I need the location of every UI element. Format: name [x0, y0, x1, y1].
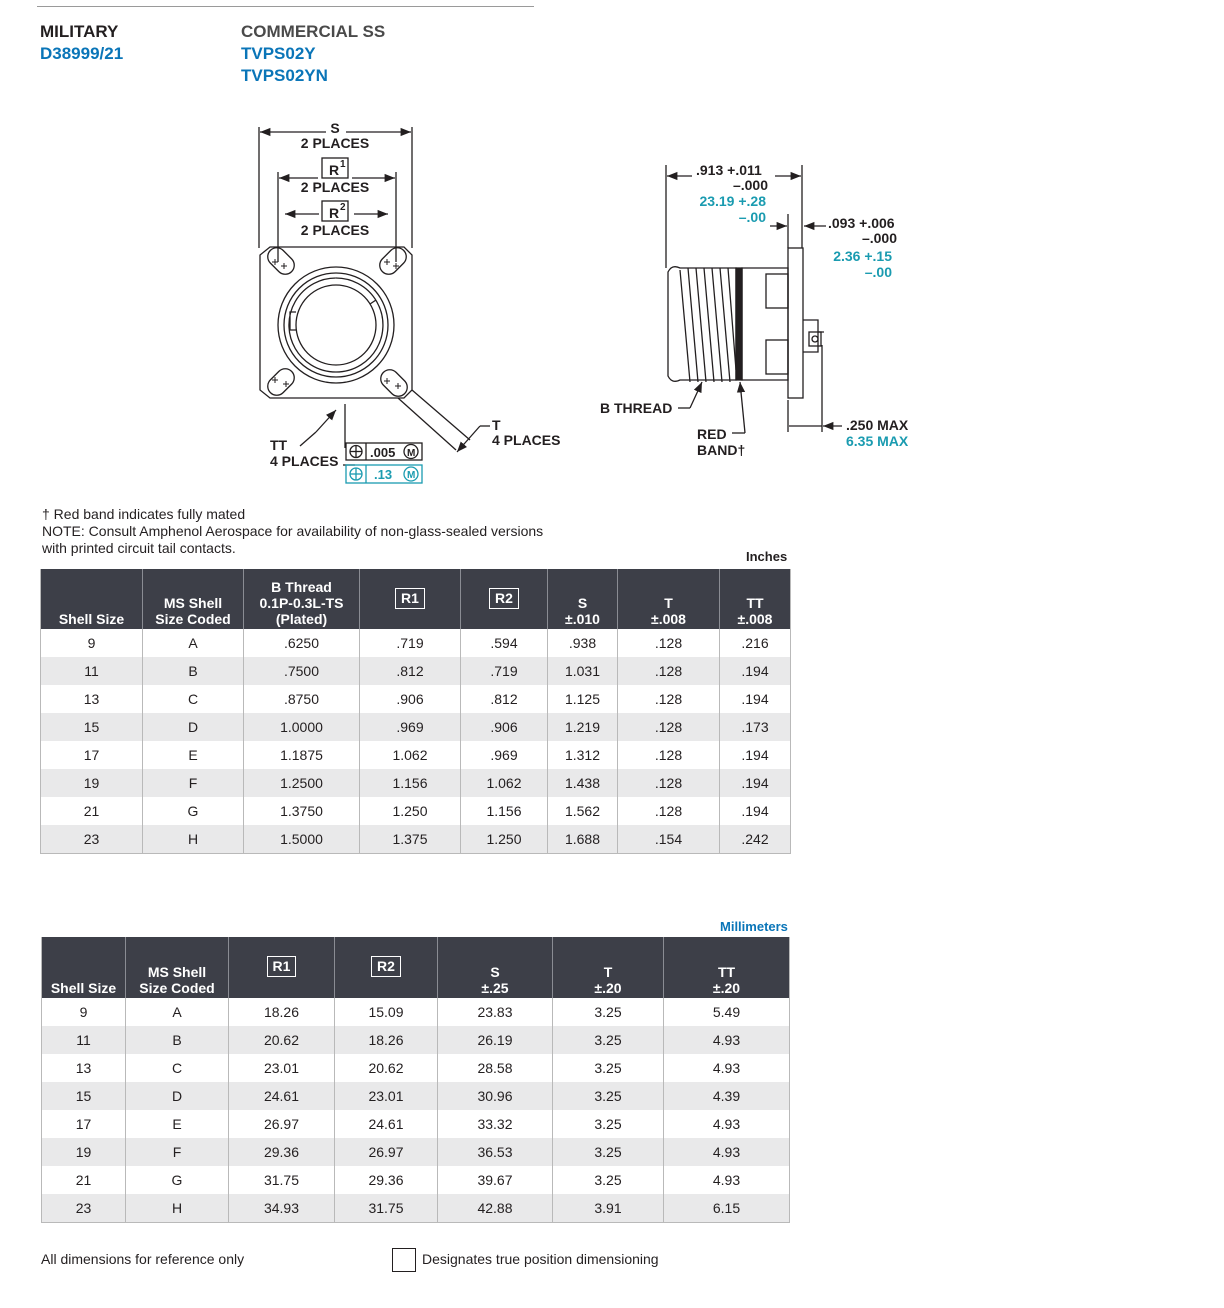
table-cell: 33.32	[438, 1110, 553, 1138]
table-cell: 34.93	[229, 1194, 335, 1223]
side-length-mm-1: 23.19 +.28	[699, 193, 766, 209]
mm-col-r1: R1	[229, 937, 335, 998]
red-band-label-2: BAND†	[697, 442, 746, 458]
tol-mm: .13	[374, 467, 393, 482]
table-cell: 26.19	[438, 1026, 553, 1054]
flange-mm-1: 2.36 +.15	[833, 248, 892, 264]
table-cell: .194	[720, 797, 791, 825]
table-cell: A	[143, 629, 244, 657]
table-cell: .154	[618, 825, 720, 854]
inches-table-body	[41, 629, 791, 854]
note-consult-1: NOTE: Consult Amphenol Aerospace for availability of non-glass-sealed versions	[42, 523, 544, 539]
inches-table	[40, 569, 791, 854]
table-cell: 24.61	[335, 1110, 438, 1138]
table-cell: 9	[42, 998, 126, 1026]
r1-sup: 1	[340, 159, 346, 170]
table-cell: 21	[41, 797, 143, 825]
side-body	[742, 268, 788, 380]
table-cell: 28.58	[438, 1054, 553, 1082]
side-flange	[788, 248, 803, 398]
col-s: S ±.010	[548, 569, 618, 629]
table-cell: .969	[360, 713, 461, 741]
side-length-mm-2: –.00	[738, 209, 766, 225]
commercial-part-number-1: TVPS02Y	[241, 44, 316, 63]
table-cell: G	[126, 1166, 229, 1194]
footer-reference: All dimensions for reference only	[41, 1251, 245, 1267]
table-cell: D	[126, 1082, 229, 1110]
max-inch: .250 MAX	[846, 417, 909, 433]
table-cell: 11	[41, 657, 143, 685]
table-cell: 1.031	[548, 657, 618, 685]
footer-true-position: Designates true position dimensioning	[422, 1251, 659, 1267]
mount-hole-tr	[376, 244, 410, 278]
true-position-box-icon	[392, 1248, 416, 1272]
table-cell: 36.53	[438, 1138, 553, 1166]
table-cell: H	[126, 1194, 229, 1223]
table-cell: 1.156	[461, 797, 548, 825]
military-label: MILITARY	[40, 22, 119, 41]
table-cell: 1.219	[548, 713, 618, 741]
table-cell: 1.688	[548, 825, 618, 854]
table-cell: 19	[42, 1138, 126, 1166]
table-cell: 6.15	[664, 1194, 790, 1223]
table-cell: 20.62	[335, 1054, 438, 1082]
table-cell: 1.2500	[244, 769, 360, 797]
table-cell: C	[126, 1054, 229, 1082]
table-cell: .128	[618, 685, 720, 713]
table-cell: 1.062	[360, 741, 461, 769]
table-cell: .128	[618, 657, 720, 685]
table-cell: A	[126, 998, 229, 1026]
table-row	[42, 1026, 790, 1054]
table-cell: 1.3750	[244, 797, 360, 825]
table-cell: 18.26	[229, 998, 335, 1026]
table-cell: 15	[41, 713, 143, 741]
table-cell: H	[143, 825, 244, 854]
table-row	[42, 1054, 790, 1082]
table-row	[41, 685, 791, 713]
r2-sup: 2	[340, 202, 346, 213]
red-band	[736, 268, 742, 380]
table-cell: 42.88	[438, 1194, 553, 1223]
table-cell: 31.75	[229, 1166, 335, 1194]
table-cell: F	[126, 1138, 229, 1166]
table-cell: E	[143, 741, 244, 769]
table-cell: .128	[618, 797, 720, 825]
table-cell: B	[143, 657, 244, 685]
mm-col-tt: TT ±.20	[664, 937, 790, 998]
table-cell: .812	[360, 657, 461, 685]
table-row	[42, 1138, 790, 1166]
table-cell: 1.156	[360, 769, 461, 797]
notes	[42, 506, 543, 557]
col-t: T ±.008	[618, 569, 720, 629]
connector-drawing	[0, 0, 1224, 500]
table-cell: .194	[720, 741, 791, 769]
table-cell: 4.93	[664, 1166, 790, 1194]
flange-mm-2: –.00	[864, 264, 892, 280]
table-cell: .906	[461, 713, 548, 741]
table-cell: 39.67	[438, 1166, 553, 1194]
table-cell: 1.5000	[244, 825, 360, 854]
table-cell: .969	[461, 741, 548, 769]
col-b-thread: B Thread 0.1P-0.3L-TS (Plated)	[244, 569, 360, 629]
tol-inch: .005	[370, 445, 396, 460]
mid-ring	[284, 273, 388, 377]
mm-table-body	[42, 998, 790, 1223]
table-cell: 1.0000	[244, 713, 360, 741]
table-cell: 24.61	[229, 1082, 335, 1110]
table-cell: .128	[618, 713, 720, 741]
table-cell: 11	[42, 1026, 126, 1054]
inches-unit-label: Inches	[746, 549, 788, 564]
table-cell: 30.96	[438, 1082, 553, 1110]
col-r1: R1	[360, 569, 461, 629]
table-cell: 4.93	[664, 1026, 790, 1054]
side-length-inch-2: –.000	[732, 177, 768, 193]
table-cell: 18.26	[335, 1026, 438, 1054]
table-cell: 31.75	[335, 1194, 438, 1223]
table-cell: 23.01	[335, 1082, 438, 1110]
table-cell: 1.438	[548, 769, 618, 797]
table-row	[42, 1194, 790, 1223]
col-ms-shell: MS Shell Size Coded	[143, 569, 244, 629]
table-cell: 4.93	[664, 1054, 790, 1082]
mm-table	[41, 937, 790, 1223]
table-cell: 1.250	[461, 825, 548, 854]
table-cell: .7500	[244, 657, 360, 685]
table-cell: .719	[461, 657, 548, 685]
table-row	[42, 998, 790, 1026]
keyed-insert	[289, 278, 383, 372]
tt-places: 4 PLACES	[270, 453, 339, 469]
note-red-band: † Red band indicates fully mated	[42, 506, 246, 522]
table-cell: 23	[42, 1194, 126, 1223]
side-length-inch-1: .913 +.011	[696, 162, 762, 178]
table-cell: 4.39	[664, 1082, 790, 1110]
table-row	[41, 741, 791, 769]
r2-places: 2 PLACES	[300, 222, 370, 238]
table-cell: .173	[720, 713, 791, 741]
table-cell: 3.25	[553, 1110, 664, 1138]
t-places: 4 PLACES	[492, 432, 561, 448]
r1-places: 2 PLACES	[300, 179, 370, 195]
table-cell: 15.09	[335, 998, 438, 1026]
table-cell: 1.250	[360, 797, 461, 825]
table-cell: 3.25	[553, 1082, 664, 1110]
flange-inch-2: –.000	[861, 230, 897, 246]
mm-col-ms-shell: MS Shell Size Coded	[126, 937, 229, 998]
table-cell: 20.62	[229, 1026, 335, 1054]
table-cell: .242	[720, 825, 791, 854]
table-cell: 1.1875	[244, 741, 360, 769]
mm-unit-label: Millimeters	[720, 919, 788, 934]
table-row	[42, 1166, 790, 1194]
col-r2: R2	[461, 569, 548, 629]
table-cell: 3.25	[553, 998, 664, 1026]
table-cell: 1.125	[548, 685, 618, 713]
table-cell: 3.25	[553, 1166, 664, 1194]
tol-inch-modifier: M	[407, 448, 416, 459]
table-cell: .194	[720, 685, 791, 713]
r1-label: R	[329, 162, 340, 178]
max-mm: 6.35 MAX	[846, 433, 909, 449]
mount-hole-br	[377, 366, 411, 400]
col-shell-size: Shell Size	[41, 569, 143, 629]
table-cell: .906	[360, 685, 461, 713]
tt-label: TT	[270, 437, 288, 453]
commercial-part-number-2: TVPS02YN	[241, 66, 328, 85]
table-cell: B	[126, 1026, 229, 1054]
table-cell: 17	[41, 741, 143, 769]
mm-col-r2: R2	[335, 937, 438, 998]
table-row	[42, 1082, 790, 1110]
table-row	[41, 797, 791, 825]
table-cell: 4.93	[664, 1110, 790, 1138]
table-cell: 13	[42, 1054, 126, 1082]
table-cell: F	[143, 769, 244, 797]
b-thread-label: B THREAD	[600, 400, 673, 416]
table-cell: 26.97	[335, 1138, 438, 1166]
tol-mm-modifier: M	[407, 470, 416, 481]
table-cell: 23.83	[438, 998, 553, 1026]
mount-hole-bl	[264, 365, 298, 399]
table-cell: G	[143, 797, 244, 825]
red-band-label-1: RED	[697, 426, 727, 442]
table-cell: 19	[41, 769, 143, 797]
table-cell: 1.375	[360, 825, 461, 854]
table-cell: .719	[360, 629, 461, 657]
table-cell: 1.312	[548, 741, 618, 769]
mm-col-s: S ±.25	[438, 937, 553, 998]
table-cell: 3.25	[553, 1138, 664, 1166]
table-cell: 29.36	[229, 1138, 335, 1166]
table-cell: 13	[41, 685, 143, 713]
flange-inch-1: .093 +.006	[828, 215, 895, 231]
table-cell: 3.25	[553, 1054, 664, 1082]
table-cell: D	[143, 713, 244, 741]
s-places: 2 PLACES	[300, 135, 370, 151]
table-cell: 23	[41, 825, 143, 854]
front-flange	[260, 247, 412, 398]
table-cell: .938	[548, 629, 618, 657]
table-row	[41, 769, 791, 797]
table-row	[42, 1110, 790, 1138]
table-cell: .594	[461, 629, 548, 657]
table-cell: .216	[720, 629, 791, 657]
mm-col-shell-size: Shell Size	[42, 937, 126, 998]
table-cell: .128	[618, 629, 720, 657]
mount-hole-tl	[264, 244, 298, 278]
table-cell: .194	[720, 657, 791, 685]
col-tt: TT ±.008	[720, 569, 791, 629]
table-row	[41, 657, 791, 685]
table-cell: 15	[42, 1082, 126, 1110]
mm-col-t: T ±.20	[553, 937, 664, 998]
military-part-number: D38999/21	[40, 44, 124, 63]
r2-label: R	[329, 205, 340, 221]
s-label: S	[330, 120, 340, 136]
table-cell: 1.062	[461, 769, 548, 797]
table-cell: 21	[42, 1166, 126, 1194]
table-cell: .128	[618, 769, 720, 797]
table-row	[41, 825, 791, 854]
threaded-coupling	[668, 267, 736, 382]
table-cell: 9	[41, 629, 143, 657]
thread-lines	[680, 268, 736, 382]
table-row	[41, 629, 791, 657]
table-cell: 5.49	[664, 998, 790, 1026]
table-cell: 3.91	[553, 1194, 664, 1223]
table-cell: 1.562	[548, 797, 618, 825]
table-cell: .8750	[244, 685, 360, 713]
t-label: T	[492, 417, 501, 433]
insert-face	[296, 285, 376, 365]
table-cell: .812	[461, 685, 548, 713]
table-cell: 3.25	[553, 1026, 664, 1054]
table-cell: C	[143, 685, 244, 713]
table-cell: E	[126, 1110, 229, 1138]
table-cell: 4.93	[664, 1138, 790, 1166]
table-cell: .194	[720, 769, 791, 797]
table-cell: .6250	[244, 629, 360, 657]
table-cell: 17	[42, 1110, 126, 1138]
table-cell: 26.97	[229, 1110, 335, 1138]
table-cell: 29.36	[335, 1166, 438, 1194]
table-row	[41, 713, 791, 741]
note-consult-2: with printed circuit tail contacts.	[42, 540, 236, 556]
table-cell: .128	[618, 741, 720, 769]
table-cell: 23.01	[229, 1054, 335, 1082]
commercial-label: COMMERCIAL SS	[241, 22, 386, 41]
